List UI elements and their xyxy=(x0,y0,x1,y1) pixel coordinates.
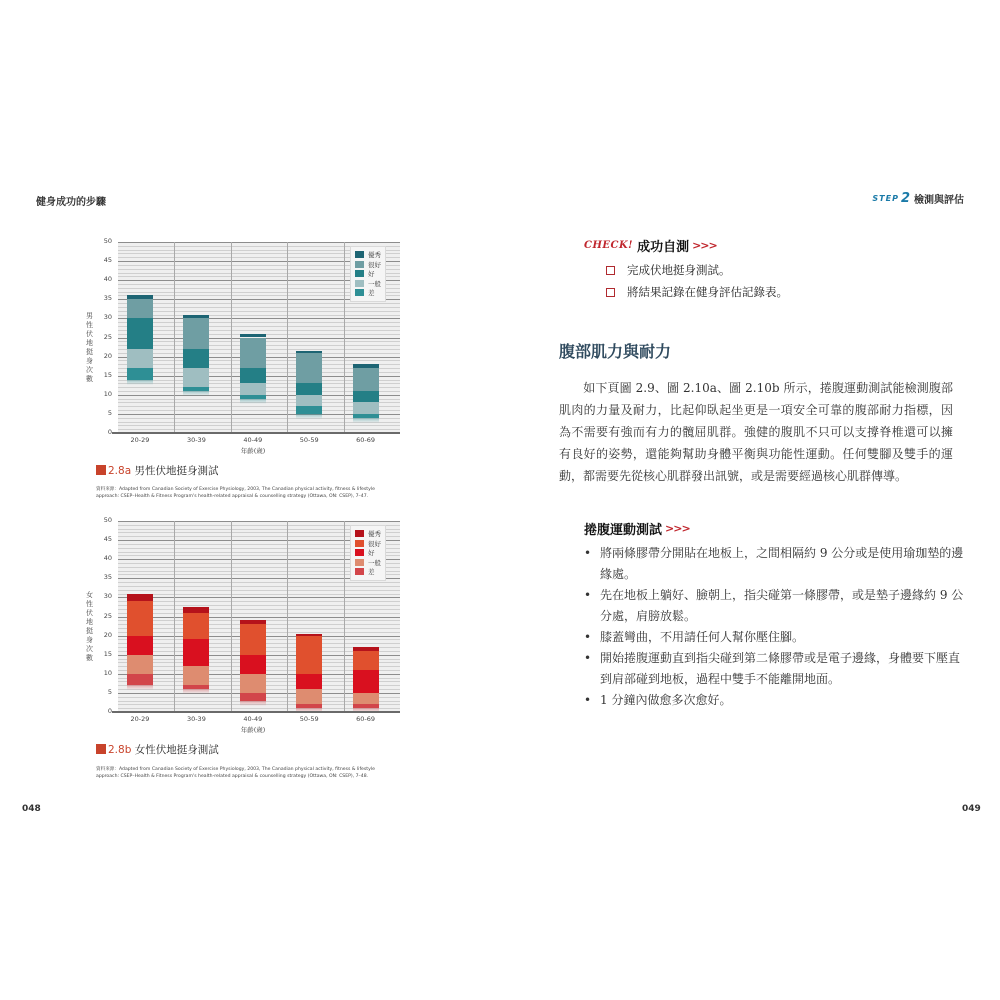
gridline-minor xyxy=(118,322,400,323)
figure-icon xyxy=(96,465,106,475)
bar-segment xyxy=(127,299,153,318)
page-number-left: 048 xyxy=(22,804,41,814)
gridline-minor xyxy=(118,586,400,587)
legend-swatch xyxy=(355,540,364,547)
gridline-minor xyxy=(118,307,400,308)
source-line: approach: CSEP–Health & Fitness Program's health-related appraisal & counselling strategy (Ottawa, ON: CSEP), 7–48. xyxy=(96,774,369,779)
legend-item xyxy=(355,250,381,260)
gridline-minor xyxy=(118,315,400,316)
bar-segment xyxy=(240,338,266,369)
y-tick-label: 50 xyxy=(103,237,112,245)
chart-legend xyxy=(350,525,386,581)
y-tick-label: 25 xyxy=(103,332,112,341)
bar-segment xyxy=(296,353,322,384)
y-tick-label: 40 xyxy=(103,554,112,563)
x-tick-label: 50-59 xyxy=(299,436,319,444)
bar-segment xyxy=(127,594,153,602)
check-heading xyxy=(584,236,717,255)
y-tick-label: 30 xyxy=(103,313,112,322)
legend-label: 優秀 xyxy=(368,530,381,539)
check-item[interactable] xyxy=(606,284,788,300)
bar-segment xyxy=(240,620,266,624)
legend-item xyxy=(355,260,381,270)
arrows-icon: >>> xyxy=(665,522,690,535)
legend-item xyxy=(355,529,381,539)
subsection-heading xyxy=(584,519,690,538)
legend-swatch xyxy=(355,559,364,566)
chart-male-pushup xyxy=(80,236,400,456)
figure-icon xyxy=(96,744,106,754)
bar-segment xyxy=(127,674,153,685)
bar-segment xyxy=(240,368,266,383)
gridline-minor xyxy=(118,613,400,614)
step-number: 2 xyxy=(900,191,910,206)
gridline-vertical xyxy=(287,521,288,712)
x-tick-label: 20-29 xyxy=(130,715,150,723)
list-item: • 1 分鐘內做愈多次愈好。 xyxy=(584,690,964,711)
gridline-vertical xyxy=(344,521,345,712)
gridline-major xyxy=(118,617,400,618)
chart-female-pushup xyxy=(80,515,400,735)
gridline-major xyxy=(118,597,400,598)
bar-segment xyxy=(127,318,153,349)
list-item: • 膝蓋彎曲，不用請任何人幫你壓住腳。 xyxy=(584,627,964,648)
list-item: • 將兩條膠帶分開貼在地板上，之間相隔約 9 公分或是使用瑜珈墊的邊緣處。 xyxy=(584,543,964,585)
legend-item xyxy=(355,539,381,549)
x-tick-label: 60-69 xyxy=(356,715,376,723)
gridline-minor xyxy=(118,605,400,606)
gridline-minor xyxy=(118,326,400,327)
y-tick-label: 20 xyxy=(103,630,112,639)
y-tick-label: 10 xyxy=(103,668,112,677)
gridline-vertical xyxy=(174,242,175,433)
y-tick-label: 15 xyxy=(103,649,112,658)
bar-segment xyxy=(353,693,379,704)
gridline-minor xyxy=(118,303,400,304)
running-head-right xyxy=(872,191,964,206)
legend-label: 很好 xyxy=(368,539,381,548)
legend-label: 差 xyxy=(368,289,375,298)
gridline-minor xyxy=(118,609,400,610)
check-item-label: 將結果記錄在健身評估記錄表。 xyxy=(627,285,788,299)
bar-fade xyxy=(127,685,153,690)
bar-fade xyxy=(240,399,266,404)
list-item: • 開始捲腹運動直到指尖碰到第二條膠帶或是電子邊緣，身體要下壓直到肩部碰到地板，過程中雙手不能離開地面。 xyxy=(584,648,964,690)
y-tick-label: 0 xyxy=(107,428,112,436)
gridline-minor xyxy=(118,429,400,430)
legend-label: 好 xyxy=(368,549,375,558)
figure-source-female xyxy=(96,766,396,780)
y-tick-label: 25 xyxy=(103,611,112,620)
y-axis-label: 女性伏地挺身次數 xyxy=(86,591,93,662)
bar-segment xyxy=(183,613,209,640)
bar-segment xyxy=(296,689,322,704)
bar-segment xyxy=(183,607,209,613)
check-item-label: 完成伏地挺身測試。 xyxy=(627,263,731,277)
legend-swatch xyxy=(355,289,364,296)
bar-segment xyxy=(240,674,266,693)
legend-item xyxy=(355,288,381,298)
y-tick-label: 10 xyxy=(103,389,112,398)
gridline-minor xyxy=(118,601,400,602)
bar-segment xyxy=(353,402,379,413)
check-item[interactable] xyxy=(606,262,731,278)
gridline-major xyxy=(118,242,400,243)
legend-label: 一般 xyxy=(368,279,381,288)
gridline-vertical xyxy=(231,242,232,433)
checkbox-icon[interactable] xyxy=(606,288,615,297)
chapter-title: 檢測與評估 xyxy=(914,195,964,206)
y-tick-label: 40 xyxy=(103,275,112,284)
bar-segment xyxy=(183,318,209,349)
check-label: CHECK! xyxy=(584,240,634,251)
bar-segment xyxy=(353,651,379,670)
bar-segment xyxy=(183,666,209,685)
bar-segment xyxy=(127,368,153,379)
checkbox-icon[interactable] xyxy=(606,266,615,275)
bar-segment xyxy=(296,406,322,414)
bar-segment xyxy=(240,383,266,394)
bar-segment xyxy=(353,364,379,368)
arrows-icon: >>> xyxy=(692,239,717,252)
y-tick-label: 30 xyxy=(103,592,112,601)
bar-segment xyxy=(353,368,379,391)
bar-segment xyxy=(353,670,379,693)
x-axis-label: 年齡(歲) xyxy=(240,726,266,734)
source-line: approach: CSEP–Health & Fitness Program's health-related appraisal & counselling strategy (Ottawa, ON: CSEP), 7–47. xyxy=(96,494,369,499)
x-tick-label: 60-69 xyxy=(356,436,376,444)
gridline-vertical xyxy=(231,521,232,712)
y-tick-label: 5 xyxy=(107,687,112,696)
bar-fade xyxy=(183,689,209,694)
y-tick-label: 35 xyxy=(103,294,112,303)
bar-segment xyxy=(353,647,379,651)
x-tick-label: 20-29 xyxy=(130,436,150,444)
bar-segment xyxy=(296,636,322,674)
section-title: 腹部肌力與耐力 xyxy=(559,342,672,361)
figure-number: 2.8b xyxy=(108,744,132,756)
y-tick-label: 15 xyxy=(103,370,112,379)
gridline-minor xyxy=(118,582,400,583)
bar-segment xyxy=(296,634,322,636)
bar-segment xyxy=(240,624,266,655)
bar-segment xyxy=(296,395,322,406)
y-tick-label: 20 xyxy=(103,351,112,360)
step-label: STEP xyxy=(872,194,899,203)
bar-segment xyxy=(240,655,266,674)
x-tick-label: 40-49 xyxy=(243,436,263,444)
gridline-vertical xyxy=(174,521,175,712)
x-axis xyxy=(112,711,400,713)
bar-segment xyxy=(127,636,153,655)
legend-swatch xyxy=(355,251,364,258)
legend-item xyxy=(355,269,381,279)
legend-swatch xyxy=(355,270,364,277)
bar-fade xyxy=(240,701,266,706)
x-tick-label: 30-39 xyxy=(186,436,206,444)
bar-segment xyxy=(183,368,209,387)
y-axis-label: 男性伏地挺身次數 xyxy=(86,312,93,383)
bar-segment xyxy=(183,639,209,666)
bar-fade xyxy=(353,418,379,423)
gridline-minor xyxy=(118,590,400,591)
gridline-major xyxy=(118,521,400,522)
legend-item xyxy=(355,279,381,289)
legend-swatch xyxy=(355,530,364,537)
gridline-minor xyxy=(118,594,400,595)
figure-number: 2.8a xyxy=(108,465,132,477)
bar-segment xyxy=(296,351,322,353)
bar-segment xyxy=(296,674,322,689)
instruction-list xyxy=(584,543,964,711)
legend-swatch xyxy=(355,568,364,575)
bar-segment xyxy=(127,295,153,299)
y-tick-label: 5 xyxy=(107,408,112,417)
gridline-minor xyxy=(118,330,400,331)
legend-item xyxy=(355,548,381,558)
figure-title: 男性伏地挺身測試 xyxy=(134,465,219,477)
bar-segment xyxy=(353,391,379,402)
check-title: 成功自測 xyxy=(637,240,690,255)
legend-label: 一般 xyxy=(368,558,381,567)
figure-caption-female xyxy=(96,742,219,757)
source-line: 資料來源：Adapted from Canadian Society of Exercise Physiology, 2003, The Canadian physical activity, fitness & lifestyle xyxy=(96,767,375,772)
bar-segment xyxy=(127,601,153,635)
gridline-minor xyxy=(118,425,400,426)
legend-item xyxy=(355,567,381,577)
y-tick-label: 50 xyxy=(103,516,112,524)
chart-legend xyxy=(350,246,386,302)
figure-source-male xyxy=(96,486,396,500)
legend-label: 優秀 xyxy=(368,251,381,260)
gridline-vertical xyxy=(287,242,288,433)
bar-fade xyxy=(183,391,209,396)
running-head-left: 健身成功的步驟 xyxy=(36,197,106,208)
bar-segment xyxy=(296,383,322,394)
x-tick-label: 30-39 xyxy=(186,715,206,723)
y-tick-label: 45 xyxy=(103,256,112,265)
bar-segment xyxy=(183,315,209,319)
gridline-major xyxy=(118,318,400,319)
subsection-title: 捲腹運動測試 xyxy=(584,523,663,538)
x-tick-label: 40-49 xyxy=(243,715,263,723)
gridline-minor xyxy=(118,311,400,312)
y-tick-label: 45 xyxy=(103,535,112,544)
body-paragraph: 如下頁圖 2.9、圖 2.10a、圖 2.10b 所示，捲腹運動測試能檢測腹部肌肉的力量及耐力，比起仰臥起坐更是一項安全可靠的腹部耐力指標，因為不需要有強而有力的髖屈肌群。強健的腹肌不只可以支撐脊椎還可以擁有良好的姿勢，還能夠幫助身體平衡與功能性運動。任何雙腳及雙手的運動，都需要先從核心肌群發出訊號，或是需要經過核心肌群傳導。 xyxy=(559,381,953,483)
figure-title: 女性伏地挺身測試 xyxy=(134,744,219,756)
legend-swatch xyxy=(355,280,364,287)
bar-fade xyxy=(296,414,322,419)
bar-segment xyxy=(127,655,153,674)
bar-segment xyxy=(127,349,153,368)
legend-label: 好 xyxy=(368,270,375,279)
bar-segment xyxy=(240,334,266,338)
gridline-vertical xyxy=(344,242,345,433)
bar-segment xyxy=(240,693,266,701)
list-item: • 先在地板上躺好、臉朝上，指尖碰第一條膠帶，或是墊子邊緣約 9 公分處，肩膀放鬆。 xyxy=(584,585,964,627)
x-axis-label: 年齡(歲) xyxy=(240,447,266,455)
x-tick-label: 50-59 xyxy=(299,715,319,723)
figure-caption-male xyxy=(96,463,218,478)
legend-label: 差 xyxy=(368,568,375,577)
x-axis xyxy=(112,432,400,434)
y-tick-label: 0 xyxy=(107,707,112,715)
legend-swatch xyxy=(355,549,364,556)
legend-item xyxy=(355,558,381,568)
bar-segment xyxy=(183,349,209,368)
y-tick-label: 35 xyxy=(103,573,112,582)
bar-fade xyxy=(127,380,153,385)
legend-label: 很好 xyxy=(368,260,381,269)
legend-swatch xyxy=(355,261,364,268)
page-number-right: 049 xyxy=(962,804,981,814)
source-line: 資料來源：Adapted from Canadian Society of Exercise Physiology, 2003, The Canadian physical activity, fitness & lifestyle xyxy=(96,487,375,492)
